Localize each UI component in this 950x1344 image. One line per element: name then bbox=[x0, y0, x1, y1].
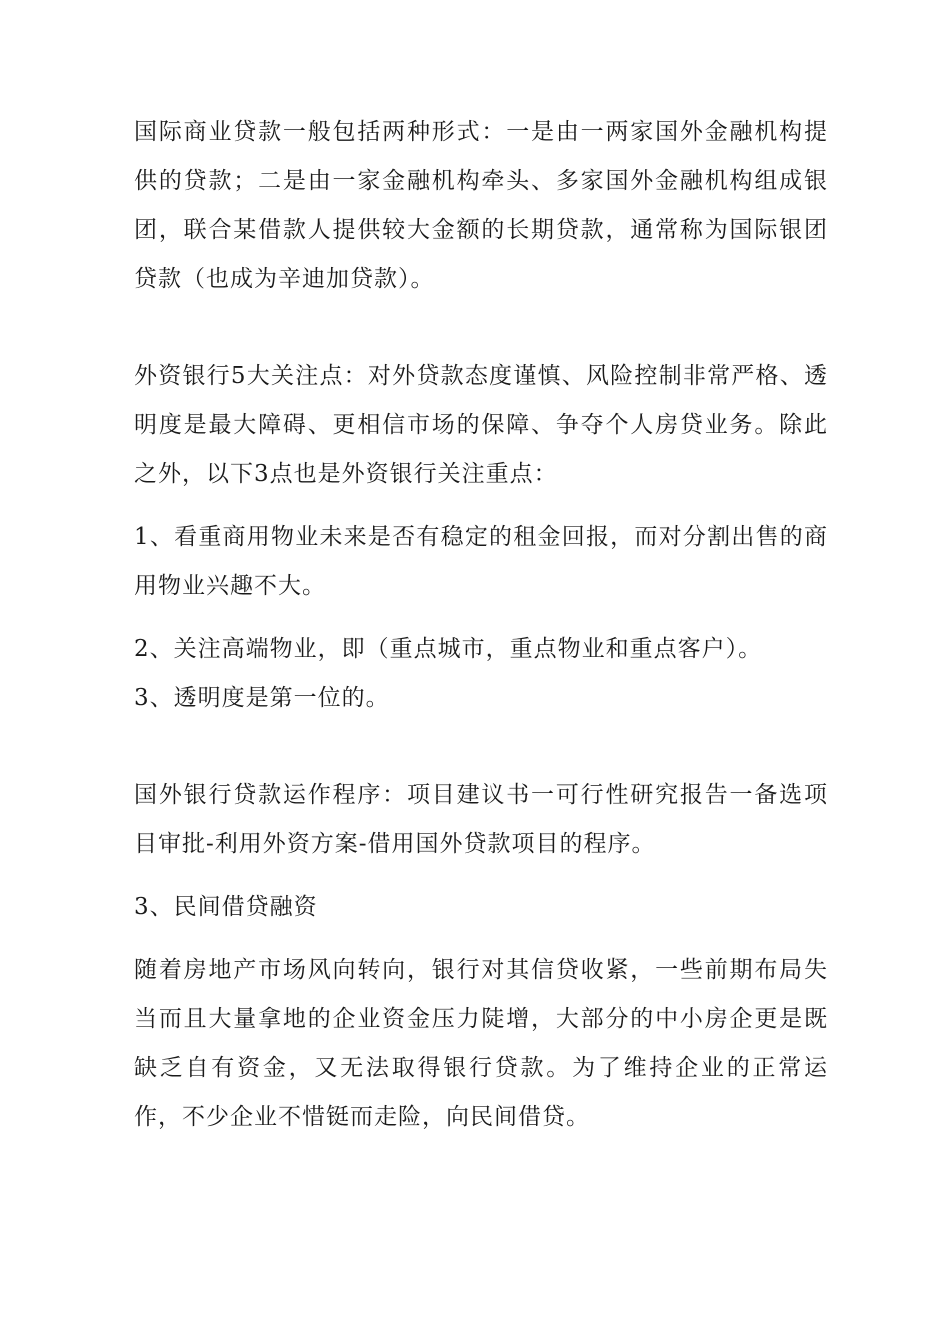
spacer bbox=[134, 869, 828, 883]
spacer bbox=[134, 723, 828, 771]
spacer bbox=[134, 304, 828, 352]
paragraph-loan-procedure: 国外银行贷款运作程序：项目建议书一可行性研究报告一备选项目审批-利用外资方案-借用国外贷款项目的程序。 bbox=[134, 782, 828, 857]
paragraph-foreign-bank-concerns: 外资银行5大关注点：对外贷款态度谨慎、风险控制非常严格、透明度是最大障碍、更相信市场的保障、争夺个人房贷业务。除此之外，以下3点也是外资银行关注重点： bbox=[134, 363, 828, 487]
spacer bbox=[134, 499, 828, 513]
spacer bbox=[134, 932, 828, 946]
spacer bbox=[134, 611, 828, 625]
list-item-3: 3、透明度是第一位的。 bbox=[134, 685, 390, 711]
paragraph-private-lending: 随着房地产市场风向转向，银行对其信贷收紧，一些前期布局失当而且大量拿地的企业资金压力陡增，大部分的中小房企更是既缺乏自有资金，又无法取得银行贷款。为了维持企业的正常运作，不少企业不惜铤而走险，向民间借贷。 bbox=[134, 957, 828, 1130]
paragraph-international-loans: 国际商业贷款一般包括两种形式：一是由一两家国外金融机构提供的贷款；二是由一家金融机构牵头、多家国外金融机构组成银团，联合某借款人提供较大金额的长期贷款，通常称为国际银团贷款（也成为辛迪加贷款）。 bbox=[134, 119, 828, 292]
list-item-1: 1、看重商用物业未来是否有稳定的租金回报，而对分割出售的商用物业兴趣不大。 bbox=[134, 524, 828, 599]
section-heading-private-lending: 3、民间借贷融资 bbox=[134, 894, 318, 920]
list-item-2: 2、关注高端物业，即（重点城市，重点物业和重点客户）。 bbox=[134, 636, 763, 662]
document-page bbox=[134, 108, 828, 1142]
